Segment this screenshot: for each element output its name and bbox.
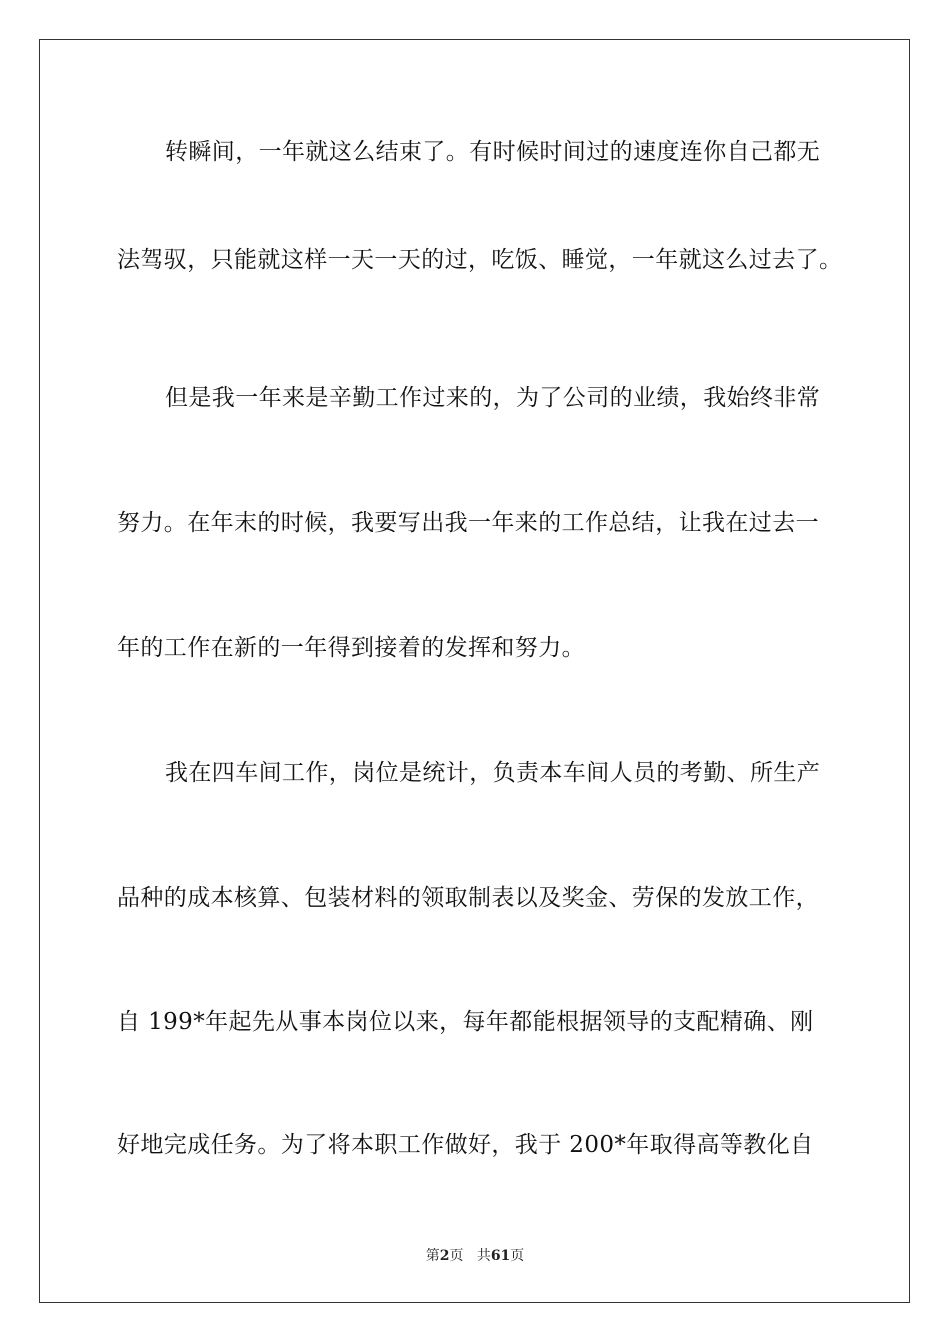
page-border [39,39,910,1303]
paragraph-2-line-3: 年的工作在新的一年得到接着的发挥和努力。 [117,635,585,661]
paragraph-3-line-1: 我在四车间工作，岗位是统计，负责本车间人员的考勤、所生产 [165,760,821,786]
page-footer [0,1246,950,1266]
paragraph-3-line-2: 品种的成本核算、包装材料的领取制表以及奖金、劳保的发放工作， [117,885,819,911]
paragraph-1-line-2: 法驾驭，只能就这样一天一天的过，吃饭、睡觉，一年就这么过去了。 [117,247,843,273]
paragraph-2-line-2: 努力。在年末的时候，我要写出我一年来的工作总结，让我在过去一 [117,510,819,536]
page-label-suffix: 页 [449,1248,464,1264]
page-number: 2 [439,1248,450,1264]
paragraph-3-line-3: 自 199*年起先从事本岗位以来，每年都能根据领导的支配精确、刚 [117,1009,814,1035]
paragraph-1-line-1: 转瞬间，一年就这么结束了。有时候时间过的速度连你自己都无 [165,139,821,165]
total-pages: 61 [490,1248,511,1264]
total-label-prefix: 共 [476,1248,491,1264]
paragraph-3-line-4: 好地完成任务。为了将本职工作做好，我于 200*年取得高等教化自 [117,1132,814,1158]
paragraph-2-line-1: 但是我一年来是辛勤工作过来的，为了公司的业绩，我始终非常 [165,385,821,411]
page-label-prefix: 第 [425,1248,440,1264]
total-label-suffix: 页 [510,1248,525,1264]
